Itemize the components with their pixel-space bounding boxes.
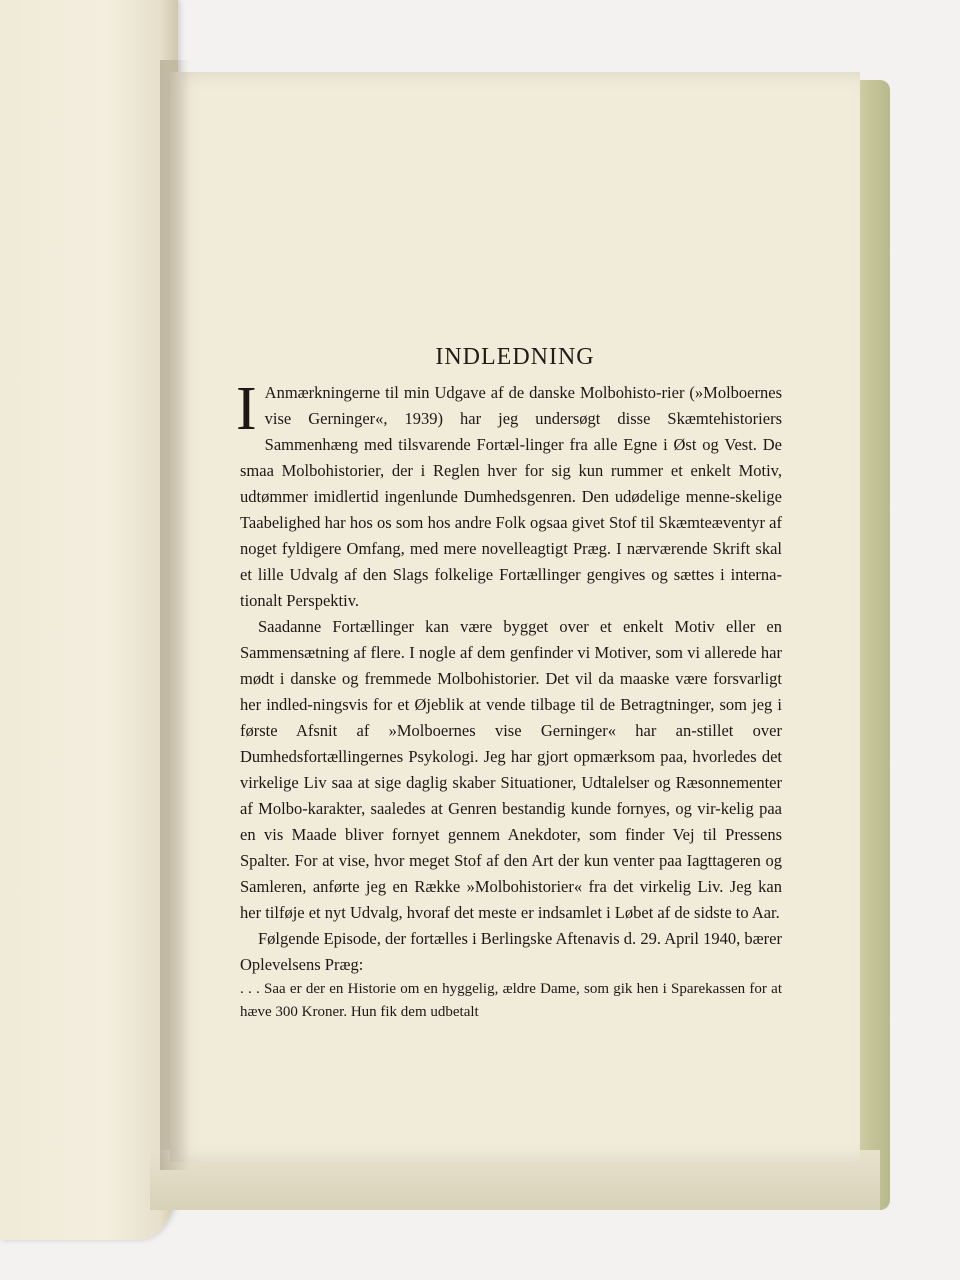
body-text xyxy=(236,375,782,1024)
book-page xyxy=(170,72,860,1162)
drop-cap: I xyxy=(236,375,257,443)
quoted-passage: . . . Saa er der en Historie om en hyggelig, ældre Dame, som gik hen i Sparekassen for at hæve 300 Kroner. Hun fik dem udbetalt xyxy=(240,981,782,1020)
paragraph-1-text: Anmærkningerne til min Udgave af de danske Molbohisto-rier (»Molboernes vise Gerninger«, 1939) har jeg undersøgt disse Skæmtehistoriers Sammenhæng med tilsvarende Fortæl-linger fra alle Egne i Øst og Vest. De smaa Molbohistorier, der i Reglen hver for sig kun rummer et enkelt Motiv, udtømmer imidlertid ingenlunde Dumhedsgenren. Den udødelige menne-skelige Taabelighed har hos os som hos andre Folk ogsaa givet Stof til Skæmteæventyr af noget fyldigere Omfang, med mere novelleagtigt Præg. I nærværende Skrift skal et lille Udvalg af den Slags folkelige Fortællinger gengives og sættes i interna-tionalt Perspektiv. xyxy=(240,383,782,610)
paragraph-1 xyxy=(236,375,782,614)
left-page xyxy=(0,0,178,1240)
paragraph-3: Følgende Episode, der fortælles i Berlingske Aftenavis d. 29. April 1940, bærer Oplevelsens Præg: xyxy=(240,929,782,974)
book-gutter xyxy=(160,60,190,1170)
paragraph-2: Saadanne Fortællinger kan være bygget over et enkelt Motiv eller en Sammensætning af flere. I nogle af dem genfinder vi Motiver, som vi allerede har mødt i danske og fremmede Molbohistorier. Det vil da maaske være forsvarligt her indled-ningsvis for et Øjeblik at vende tilbage til de Betragtninger, som jeg i første Afsnit af »Molboernes vise Gerninger« har an-stillet over Dumhedsfortællingernes Psykologi. Jeg har gjort opmærksom paa, hvorledes det virkelige Liv saa at sige daglig skaber Situationer, Udtalelser og Ræsonnementer af Molbo-karakter, saaledes at Genren bestandig kunde fornyes, og vir-kelig paa en vis Maade bliver fornyet gennem Anekdoter, som finder Vej til Pressens Spalter. For at vise, hvor meget Stof af den Art der kun venter paa Iagttageren og Samleren, anførte jeg en Række »Molbohistorier« fra det virkelig Liv. Jeg kan her tilføje et nyt Udvalg, hvoraf det meste er indsamlet i Løbet af de sidste to Aar. xyxy=(240,617,782,922)
page-title: INDLEDNING xyxy=(435,344,595,370)
